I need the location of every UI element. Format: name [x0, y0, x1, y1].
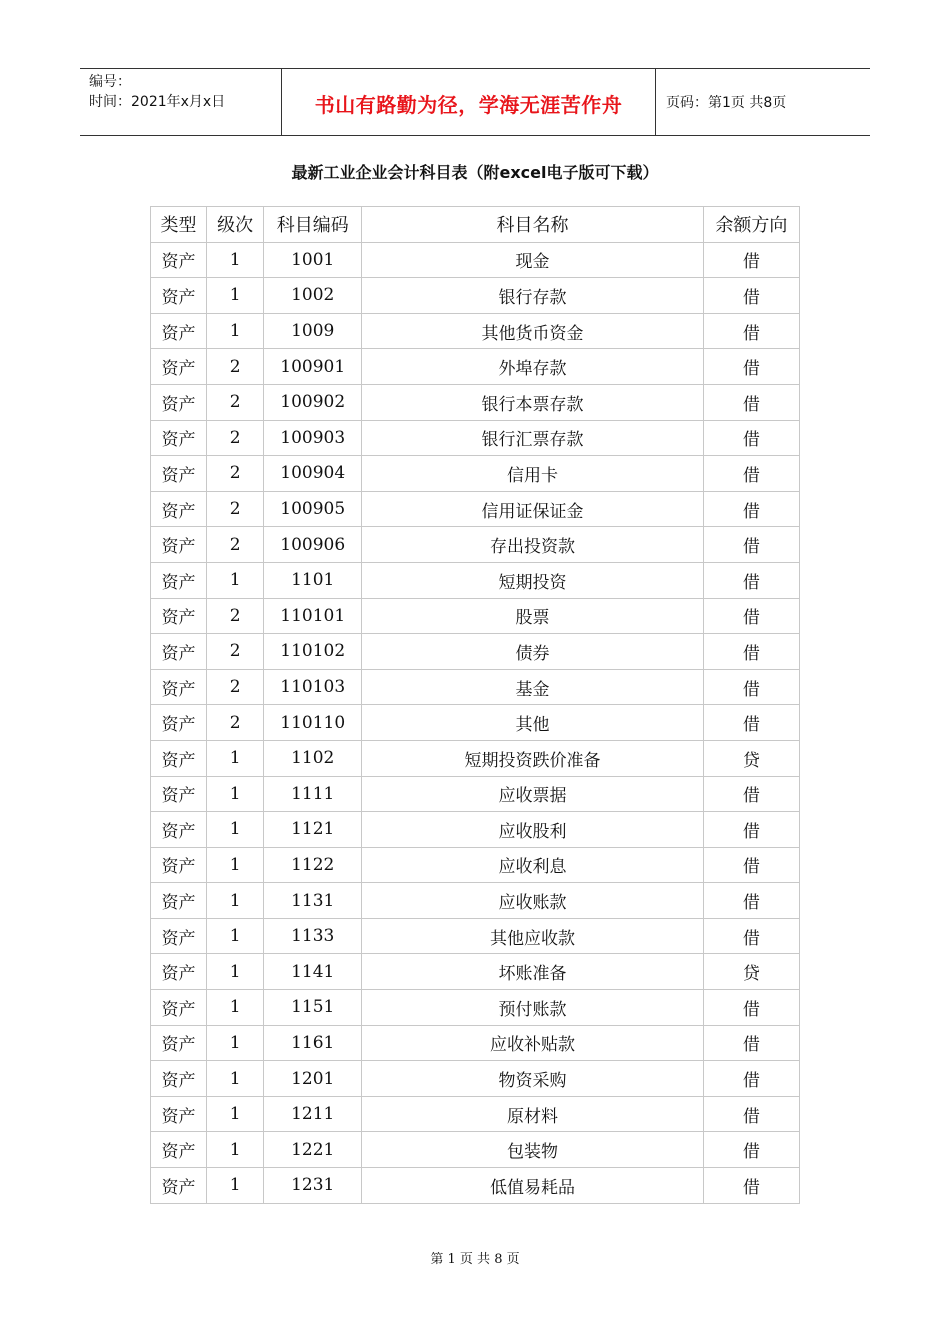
cell-direction: 借: [703, 883, 799, 919]
cell-level: 1: [207, 1168, 264, 1204]
cell-direction: 借: [703, 776, 799, 812]
table-row: [151, 349, 800, 385]
cell-name: 股票: [362, 598, 704, 634]
cell-direction: 借: [703, 918, 799, 954]
cell-level: 1: [207, 812, 264, 848]
cell-name: 银行汇票存款: [362, 420, 704, 456]
cell-code: 1141: [264, 954, 362, 990]
cell-type: 资产: [151, 1168, 207, 1204]
cell-code: 100905: [264, 491, 362, 527]
table-row: [151, 420, 800, 456]
cell-type: 资产: [151, 491, 207, 527]
cell-direction: 借: [703, 562, 799, 598]
cell-level: 2: [207, 349, 264, 385]
cell-level: 1: [207, 847, 264, 883]
cell-name: 信用卡: [362, 456, 704, 492]
cell-level: 2: [207, 420, 264, 456]
cell-name: 应收补贴款: [362, 1025, 704, 1061]
cell-direction: 借: [703, 456, 799, 492]
cell-code: 110103: [264, 669, 362, 705]
cell-direction: 借: [703, 242, 799, 278]
table-row: [151, 384, 800, 420]
document-title: 最新工业企业会计科目表（附excel电子版可下载）: [291, 163, 659, 182]
table-row: [151, 1025, 800, 1061]
table-row: [151, 847, 800, 883]
table-row: [151, 1096, 800, 1132]
cell-code: 110102: [264, 634, 362, 670]
cell-direction: 借: [703, 1061, 799, 1097]
table-row: [151, 527, 800, 563]
cell-code: 1002: [264, 278, 362, 314]
cell-name: 银行存款: [362, 278, 704, 314]
cell-code: 1101: [264, 562, 362, 598]
cell-level: 2: [207, 669, 264, 705]
cell-code: 1151: [264, 990, 362, 1026]
cell-code: 1201: [264, 1061, 362, 1097]
table-row: [151, 313, 800, 349]
accounts-table: [150, 206, 800, 1204]
cell-type: 资产: [151, 812, 207, 848]
cell-direction: 借: [703, 598, 799, 634]
header-direction: 余额方向: [703, 207, 799, 243]
table-row: [151, 740, 800, 776]
cell-level: 1: [207, 918, 264, 954]
cell-direction: 贷: [703, 740, 799, 776]
cell-level: 2: [207, 634, 264, 670]
cell-type: 资产: [151, 634, 207, 670]
table-row: [151, 812, 800, 848]
cell-type: 资产: [151, 669, 207, 705]
table-row: [151, 1168, 800, 1204]
cell-type: 资产: [151, 278, 207, 314]
cell-direction: 借: [703, 313, 799, 349]
cell-name: 银行本票存款: [362, 384, 704, 420]
header-type: 类型: [151, 207, 207, 243]
cell-type: 资产: [151, 1061, 207, 1097]
header-level: 级次: [207, 207, 264, 243]
cell-level: 1: [207, 1096, 264, 1132]
table-row: [151, 669, 800, 705]
cell-name: 坏账准备: [362, 954, 704, 990]
cell-direction: 借: [703, 669, 799, 705]
cell-level: 1: [207, 278, 264, 314]
cell-type: 资产: [151, 990, 207, 1026]
cell-code: 1001: [264, 242, 362, 278]
cell-code: 100902: [264, 384, 362, 420]
cell-direction: 借: [703, 491, 799, 527]
document-time-label: 时间：2021年x月x日: [89, 94, 226, 110]
cell-name: 原材料: [362, 1096, 704, 1132]
cell-direction: 借: [703, 349, 799, 385]
table-row: [151, 562, 800, 598]
cell-code: 100904: [264, 456, 362, 492]
cell-name: 其他应收款: [362, 918, 704, 954]
cell-name: 现金: [362, 242, 704, 278]
cell-level: 1: [207, 954, 264, 990]
cell-type: 资产: [151, 705, 207, 741]
header-motto: 书山有路勤为径，学海无涯苦作舟: [314, 92, 623, 117]
cell-level: 2: [207, 527, 264, 563]
cell-name: 债券: [362, 634, 704, 670]
cell-type: 资产: [151, 918, 207, 954]
cell-name: 外埠存款: [362, 349, 704, 385]
cell-level: 1: [207, 1132, 264, 1168]
table-row: [151, 456, 800, 492]
cell-code: 1009: [264, 313, 362, 349]
page-header: [80, 68, 870, 136]
cell-type: 资产: [151, 740, 207, 776]
cell-code: 100906: [264, 527, 362, 563]
cell-type: 资产: [151, 1096, 207, 1132]
table-row: [151, 705, 800, 741]
cell-type: 资产: [151, 1025, 207, 1061]
table-row: [151, 634, 800, 670]
cell-direction: 借: [703, 1168, 799, 1204]
cell-code: 1221: [264, 1132, 362, 1168]
cell-type: 资产: [151, 313, 207, 349]
cell-name: 短期投资跌价准备: [362, 740, 704, 776]
cell-type: 资产: [151, 456, 207, 492]
cell-type: 资产: [151, 776, 207, 812]
cell-level: 2: [207, 491, 264, 527]
cell-code: 1211: [264, 1096, 362, 1132]
header-name: 科目名称: [362, 207, 704, 243]
table-row: [151, 954, 800, 990]
cell-direction: 借: [703, 527, 799, 563]
cell-level: 2: [207, 598, 264, 634]
cell-level: 1: [207, 740, 264, 776]
cell-name: 应收股利: [362, 812, 704, 848]
cell-name: 其他货币资金: [362, 313, 704, 349]
cell-code: 1121: [264, 812, 362, 848]
table-row: [151, 883, 800, 919]
cell-name: 其他: [362, 705, 704, 741]
cell-direction: 借: [703, 420, 799, 456]
cell-level: 1: [207, 990, 264, 1026]
cell-code: 1122: [264, 847, 362, 883]
table-row: [151, 776, 800, 812]
cell-type: 资产: [151, 1132, 207, 1168]
cell-code: 110101: [264, 598, 362, 634]
cell-type: 资产: [151, 527, 207, 563]
cell-name: 低值易耗品: [362, 1168, 704, 1204]
cell-type: 资产: [151, 954, 207, 990]
cell-name: 短期投资: [362, 562, 704, 598]
cell-direction: 借: [703, 1096, 799, 1132]
document-number-label: 编号：: [89, 74, 131, 90]
cell-code: 1131: [264, 883, 362, 919]
header-motto-cell: [282, 69, 656, 135]
cell-direction: 借: [703, 1132, 799, 1168]
cell-code: 1102: [264, 740, 362, 776]
cell-name: 应收利息: [362, 847, 704, 883]
table-row: [151, 278, 800, 314]
header-code: 科目编码: [264, 207, 362, 243]
cell-name: 应收票据: [362, 776, 704, 812]
cell-direction: 贷: [703, 954, 799, 990]
cell-direction: 借: [703, 990, 799, 1026]
cell-code: 100903: [264, 420, 362, 456]
cell-code: 110110: [264, 705, 362, 741]
cell-type: 资产: [151, 847, 207, 883]
cell-name: 物资采购: [362, 1061, 704, 1097]
table-row: [151, 1132, 800, 1168]
table-header-row: [151, 207, 800, 243]
cell-direction: 借: [703, 812, 799, 848]
cell-type: 资产: [151, 242, 207, 278]
cell-code: 100901: [264, 349, 362, 385]
cell-direction: 借: [703, 384, 799, 420]
cell-direction: 借: [703, 705, 799, 741]
page-footer: 第 1 页 共 8 页: [430, 1252, 520, 1267]
cell-direction: 借: [703, 634, 799, 670]
table-row: [151, 242, 800, 278]
cell-code: 1161: [264, 1025, 362, 1061]
cell-type: 资产: [151, 598, 207, 634]
cell-code: 1133: [264, 918, 362, 954]
cell-name: 包装物: [362, 1132, 704, 1168]
cell-direction: 借: [703, 847, 799, 883]
table-row: [151, 491, 800, 527]
cell-level: 1: [207, 562, 264, 598]
cell-level: 2: [207, 456, 264, 492]
table-row: [151, 598, 800, 634]
cell-level: 1: [207, 1061, 264, 1097]
cell-name: 信用证保证金: [362, 491, 704, 527]
cell-direction: 借: [703, 1025, 799, 1061]
cell-type: 资产: [151, 384, 207, 420]
table-row: [151, 1061, 800, 1097]
cell-level: 1: [207, 242, 264, 278]
cell-level: 1: [207, 1025, 264, 1061]
cell-direction: 借: [703, 278, 799, 314]
cell-level: 1: [207, 883, 264, 919]
cell-type: 资产: [151, 349, 207, 385]
cell-type: 资产: [151, 883, 207, 919]
cell-name: 预付账款: [362, 990, 704, 1026]
header-meta: [80, 69, 282, 135]
table-row: [151, 918, 800, 954]
cell-level: 2: [207, 705, 264, 741]
table-body: [151, 242, 800, 1203]
cell-code: 1111: [264, 776, 362, 812]
table-row: [151, 990, 800, 1026]
cell-type: 资产: [151, 562, 207, 598]
cell-level: 1: [207, 776, 264, 812]
cell-name: 基金: [362, 669, 704, 705]
cell-type: 资产: [151, 420, 207, 456]
cell-level: 1: [207, 313, 264, 349]
cell-name: 存出投资款: [362, 527, 704, 563]
cell-code: 1231: [264, 1168, 362, 1204]
cell-name: 应收账款: [362, 883, 704, 919]
header-page-info: 页码：第1页 共8页: [666, 95, 787, 111]
cell-level: 2: [207, 384, 264, 420]
